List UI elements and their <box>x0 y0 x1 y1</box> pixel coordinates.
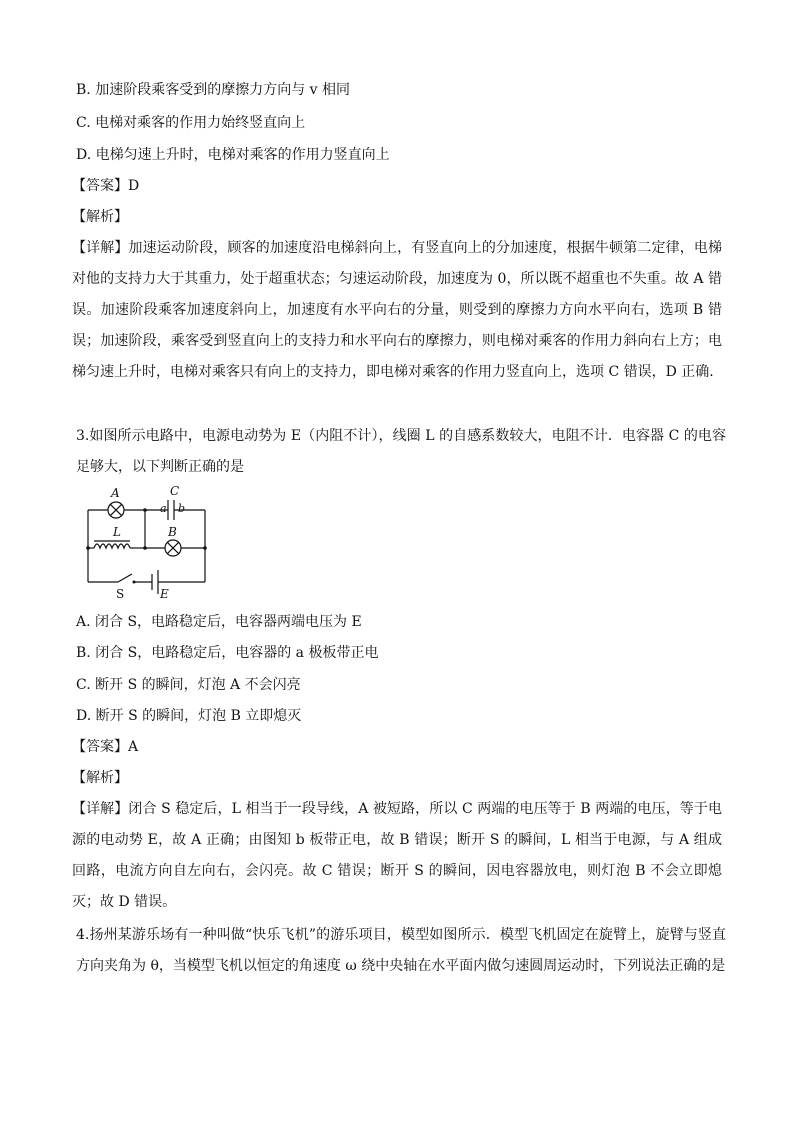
q2-analysis-label: 【解析】 <box>72 209 128 225</box>
q2-option-b: B. 加速阶段乘客受到的摩擦力方向与 v 相同 <box>76 82 350 98</box>
q2-answer: 【答案】D <box>72 178 140 194</box>
label-plate-a: a <box>160 502 167 515</box>
circuit-diagram <box>80 484 220 604</box>
q3-option-d: D. 断开 S 的瞬间，灯泡 B 立即熄灭 <box>76 708 302 724</box>
q3-answer: 【答案】A <box>72 739 139 755</box>
inductor-l-icon <box>94 544 130 548</box>
label-s: S <box>116 587 125 601</box>
switch-s-icon <box>118 574 132 582</box>
label-a: A <box>111 486 120 500</box>
q3-detail: 【详解】闭合 S 稳定后，L 相当于一段导线，A 被短路，所以 C 两端的电压等于 B 两端的电压，等于电源的电动势 E，故 A 正确；由图知 b 板带正电，故 B 错误；断开 S 的瞬间，L 相当于电源，与 A 组成回路，电流方向自左向右，会闪亮。故 C 错误；断开 S 的瞬间，因电容器放电，则灯泡 B 不会立即熄灭；故 D 错误。 <box>72 801 722 910</box>
q2-detail: 【详解】加速运动阶段，顾客的加速度沿电梯斜向上，有竖直向上的分加速度，根据牛顿第二定律，电梯对他的支持力大于其重力，处于超重状态；匀速运动阶段，加速度为 0，所以既不超重也不失重。故 A 错误。加速阶段乘客加速度斜向上，加速度有水平向右的分量，则受到的摩擦力方向水平向右，选项 B 错误；加速阶段，乘客受到竖直向上的支持力和水平向右的摩擦力，则电梯对乘客的作用力斜向右上方；电梯匀速上升时，电梯对乘客只有向上的支持力，即电梯对乘客的作用力竖直向上，选项 C 错误，D 正确. <box>72 240 722 380</box>
q3-analysis-label: 【解析】 <box>72 770 128 786</box>
q4-stem: 4.扬州某游乐场有一种叫做“快乐飞机”的游乐项目，模型如图所示．模型飞机固定在旋臂上，旋臂与竖直方向夹角为 θ，当模型飞机以恒定的角速度 ω 绕中央轴在水平面内做匀速圆周运动时，下列说法正确的是 <box>76 927 726 974</box>
label-l: L <box>113 525 121 539</box>
q3-stem: 3.如图所示电路中，电源电动势为 E（内阻不计），线圈 L 的自感系数较大，电阻不计．电容器 C 的电容足够大，以下判断正确的是 <box>76 428 726 475</box>
label-e: E <box>160 587 169 601</box>
label-plate-b: b <box>178 502 186 515</box>
q3-option-b: B. 闭合 S，电路稳定后，电容器的 a 极板带正电 <box>76 645 379 661</box>
q3-option-a: A. 闭合 S，电路稳定后，电容器两端电压为 E <box>76 614 362 630</box>
label-b: B <box>168 525 177 539</box>
q2-option-c: C. 电梯对乘客的作用力始终竖直向上 <box>76 115 306 131</box>
q2-option-d: D. 电梯匀速上升时，电梯对乘客的作用力竖直向上 <box>76 147 390 163</box>
label-c: C <box>170 484 180 498</box>
q3-option-c: C. 断开 S 的瞬间，灯泡 A 不会闪亮 <box>76 677 301 693</box>
